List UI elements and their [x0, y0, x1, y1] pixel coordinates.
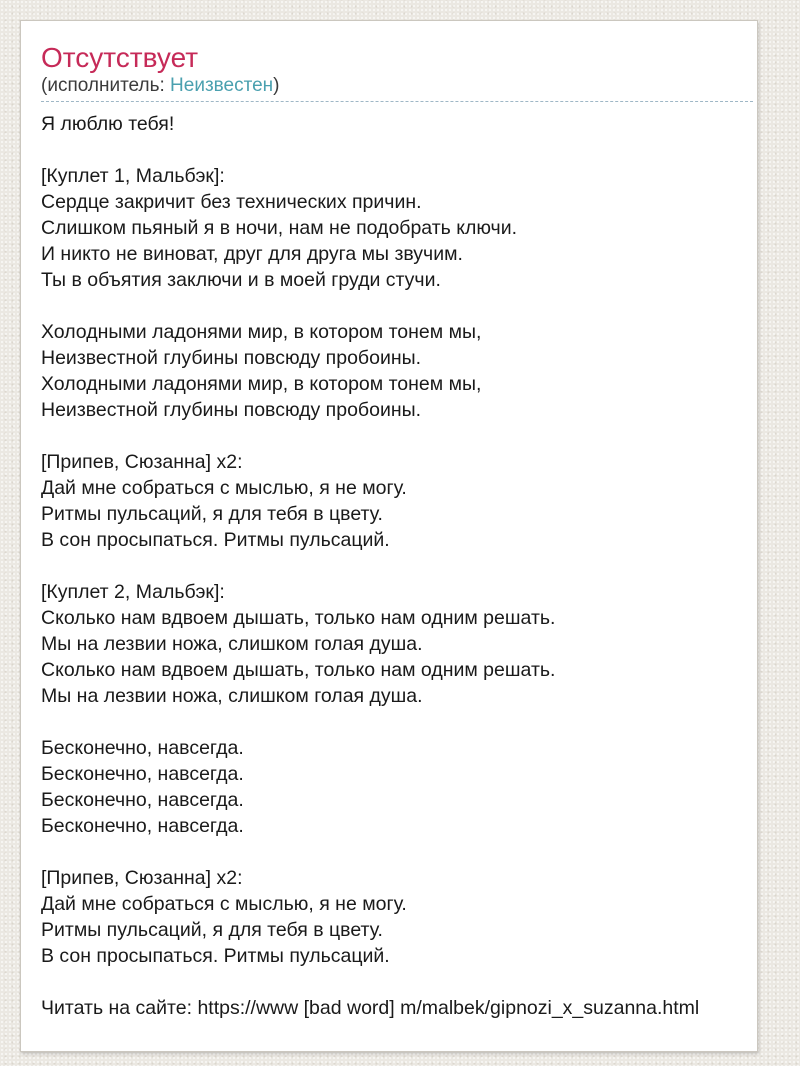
lyric-line: В сон просыпаться. Ритмы пульсаций. [41, 945, 390, 967]
lyrics-text [41, 111, 737, 1021]
lyric-line: Сколько нам вдвоем дышать, только нам одним решать. [41, 659, 556, 681]
source-line: Читать на сайте: https://www [bad word] m/malbek/gipnozi_x_suzanna.html [41, 997, 700, 1019]
lyric-line: Неизвестной глубины повсюду пробоины. [41, 399, 422, 421]
song-header [41, 42, 737, 102]
artist-suffix: ) [273, 75, 280, 96]
lyric-line: Бесконечно, навсегда. [41, 763, 244, 785]
song-title: Отсутствует [41, 42, 199, 73]
lyric-line: [Припев, Сюзанна] x2: [41, 451, 243, 473]
artist-link[interactable]: Неизвестен [170, 75, 274, 96]
lyric-line: Холодными ладонями мир, в котором тонем мы, [41, 321, 482, 343]
lyric-line: Я люблю тебя! [41, 113, 175, 135]
lyric-line: Неизвестной глубины повсюду пробоины. [41, 347, 422, 369]
lyric-line: Ты в объятия заключи и в моей груди стучи. [41, 269, 441, 291]
stanza-verse-2 [41, 579, 737, 709]
artist-label: (исполнитель: [41, 75, 171, 96]
stanza-chorus-1 [41, 449, 737, 553]
lyric-line: Бесконечно, навсегда. [41, 737, 244, 759]
lyrics-card [20, 20, 758, 1052]
stanza-bridge [41, 319, 737, 423]
lyric-line: В сон просыпаться. Ритмы пульсаций. [41, 529, 390, 551]
lyric-line: Дай мне собраться с мыслью, я не могу. [41, 893, 407, 915]
lyric-line: Бесконечно, навсегда. [41, 815, 244, 837]
lyric-line: Слишком пьяный я в ночи, нам не подобрать ключи. [41, 217, 518, 239]
lyric-line: Дай мне собраться с мыслью, я не могу. [41, 477, 407, 499]
lyric-line: [Куплет 2, Мальбэк]: [41, 581, 225, 603]
stanza-verse-1 [41, 163, 737, 293]
lyric-line: Сердце закричит без технических причин. [41, 191, 422, 213]
lyric-line: И никто не виноват, друг для друга мы звучим. [41, 243, 463, 265]
artist-line [41, 74, 753, 102]
stanza-refrain [41, 735, 737, 839]
lyric-line: Холодными ладонями мир, в котором тонем мы, [41, 373, 482, 395]
lyric-line: [Припев, Сюзанна] x2: [41, 867, 243, 889]
lyric-line: Ритмы пульсаций, я для тебя в цвету. [41, 919, 383, 941]
lyric-line: Ритмы пульсаций, я для тебя в цвету. [41, 503, 383, 525]
stanza-chorus-2 [41, 865, 737, 969]
lyric-line: Мы на лезвии ножа, слишком голая душа. [41, 633, 423, 655]
lyric-line: Мы на лезвии ножа, слишком голая душа. [41, 685, 423, 707]
lyric-line: Сколько нам вдвоем дышать, только нам одним решать. [41, 607, 556, 629]
stanza-intro [41, 111, 737, 137]
lyric-line: [Куплет 1, Мальбэк]: [41, 165, 225, 187]
lyric-line: Бесконечно, навсегда. [41, 789, 244, 811]
